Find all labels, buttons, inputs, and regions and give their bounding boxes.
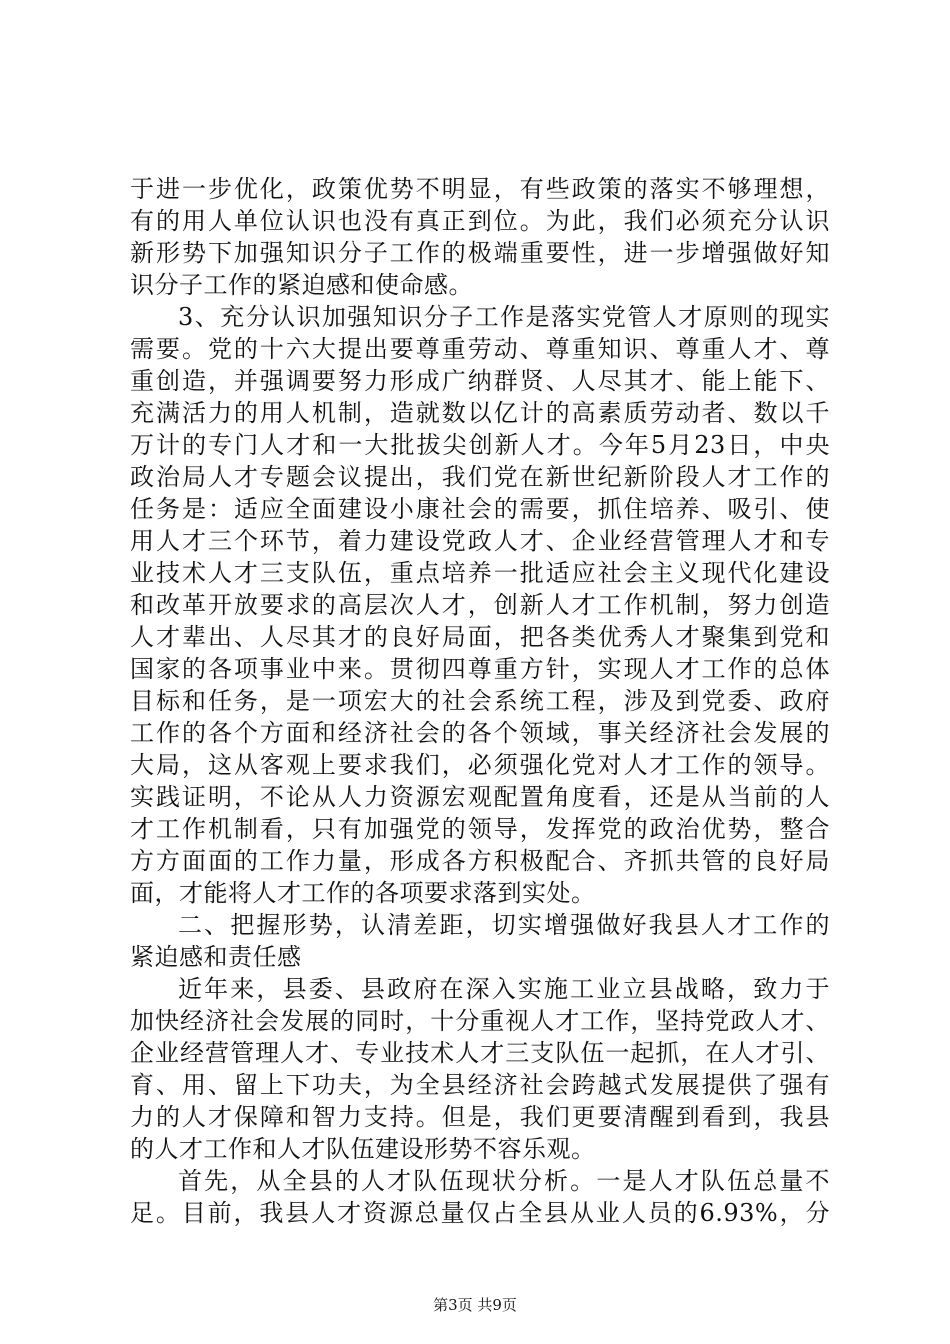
text-line: 新形势下加强知识分子工作的极端重要性，进一步增强做好知 xyxy=(130,239,830,267)
text-line: 目标和任务，是一项宏大的社会系统工程，涉及到党委、政府 xyxy=(130,687,830,715)
text-line: 首先，从全县的人才队伍现状分析。一是人才队伍总量不 xyxy=(178,1167,830,1195)
text-line: 大局，这从客观上要求我们，必须强化党对人才工作的领导。 xyxy=(130,751,830,779)
document-body xyxy=(130,173,830,1229)
text-line: 政治局人才专题会议提出，我们党在新世纪新阶段人才工作的 xyxy=(130,463,830,491)
text-line: 国家的各项事业中来。贯彻四尊重方针，实现人才工作的总体 xyxy=(130,655,830,683)
text-line: 识分子工作的紧迫感和使命感。 xyxy=(130,271,473,299)
text-line: 和改革开放要求的高层次人才，创新人才工作机制，努力创造 xyxy=(130,591,830,619)
text-line: 于进一步优化，政策优势不明显，有些政策的落实不够理想， xyxy=(130,175,830,203)
text-line: 企业经营管理人才、专业技术人才三支队伍一起抓，在人才引、 xyxy=(130,1039,830,1067)
text-line: 万计的专门人才和一大批拔尖创新人才。今年5月23日，中央 xyxy=(130,431,830,459)
text-line: 面，才能将人才工作的各项要求落到实处。 xyxy=(130,879,596,907)
text-line: 工作的各个方面和经济社会的各个领域，事关经济社会发展的 xyxy=(130,719,830,747)
text-line: 育、用、留上下功夫，为全县经济社会跨越式发展提供了强有 xyxy=(130,1071,830,1099)
page-number-footer: 第3页 共9页 xyxy=(433,1296,517,1314)
text-line: 业技术人才三支队伍，重点培养一批适应社会主义现代化建设 xyxy=(130,559,830,587)
text-line: 3、充分认识加强知识分子工作是落实党管人才原则的现实 xyxy=(178,303,830,331)
text-line: 近年来，县委、县政府在深入实施工业立县战略，致力于 xyxy=(178,975,830,1003)
text-line: 足。目前，我县人才资源总量仅占全县从业人员的6.93%，分 xyxy=(130,1199,830,1227)
text-line: 需要。党的十六大提出要尊重劳动、尊重知识、尊重人才、尊 xyxy=(130,335,830,363)
text-line: 有的用人单位认识也没有真正到位。为此，我们必须充分认识 xyxy=(130,207,830,235)
text-line: 人才辈出、人尽其才的良好局面，把各类优秀人才聚集到党和 xyxy=(130,623,830,651)
section-heading-line: 紧迫感和责任感 xyxy=(130,943,302,971)
text-line: 用人才三个环节，着力建设党政人才、企业经营管理人才和专 xyxy=(130,527,830,555)
text-line: 任务是：适应全面建设小康社会的需要，抓住培养、吸引、使 xyxy=(130,495,830,523)
text-line: 的人才工作和人才队伍建设形势不容乐观。 xyxy=(130,1135,596,1163)
section-heading-line: 二、把握形势，认清差距，切实增强做好我县人才工作的 xyxy=(178,911,830,939)
text-line: 加快经济社会发展的同时，十分重视人才工作，坚持党政人才、 xyxy=(130,1007,830,1035)
text-line: 重创造，并强调要努力形成广纳群贤、人尽其才、能上能下、 xyxy=(130,367,830,395)
text-line: 实践证明，不论从人力资源宏观配置角度看，还是从当前的人 xyxy=(130,783,830,811)
text-line: 充满活力的用人机制，造就数以亿计的高素质劳动者、数以千 xyxy=(130,399,830,427)
text-line: 才工作机制看，只有加强党的领导，发挥党的政治优势，整合 xyxy=(130,815,830,843)
text-line: 力的人才保障和智力支持。但是，我们更要清醒到看到，我县 xyxy=(130,1103,830,1131)
text-line: 方方面面的工作力量，形成各方积极配合、齐抓共管的良好局 xyxy=(130,847,830,875)
